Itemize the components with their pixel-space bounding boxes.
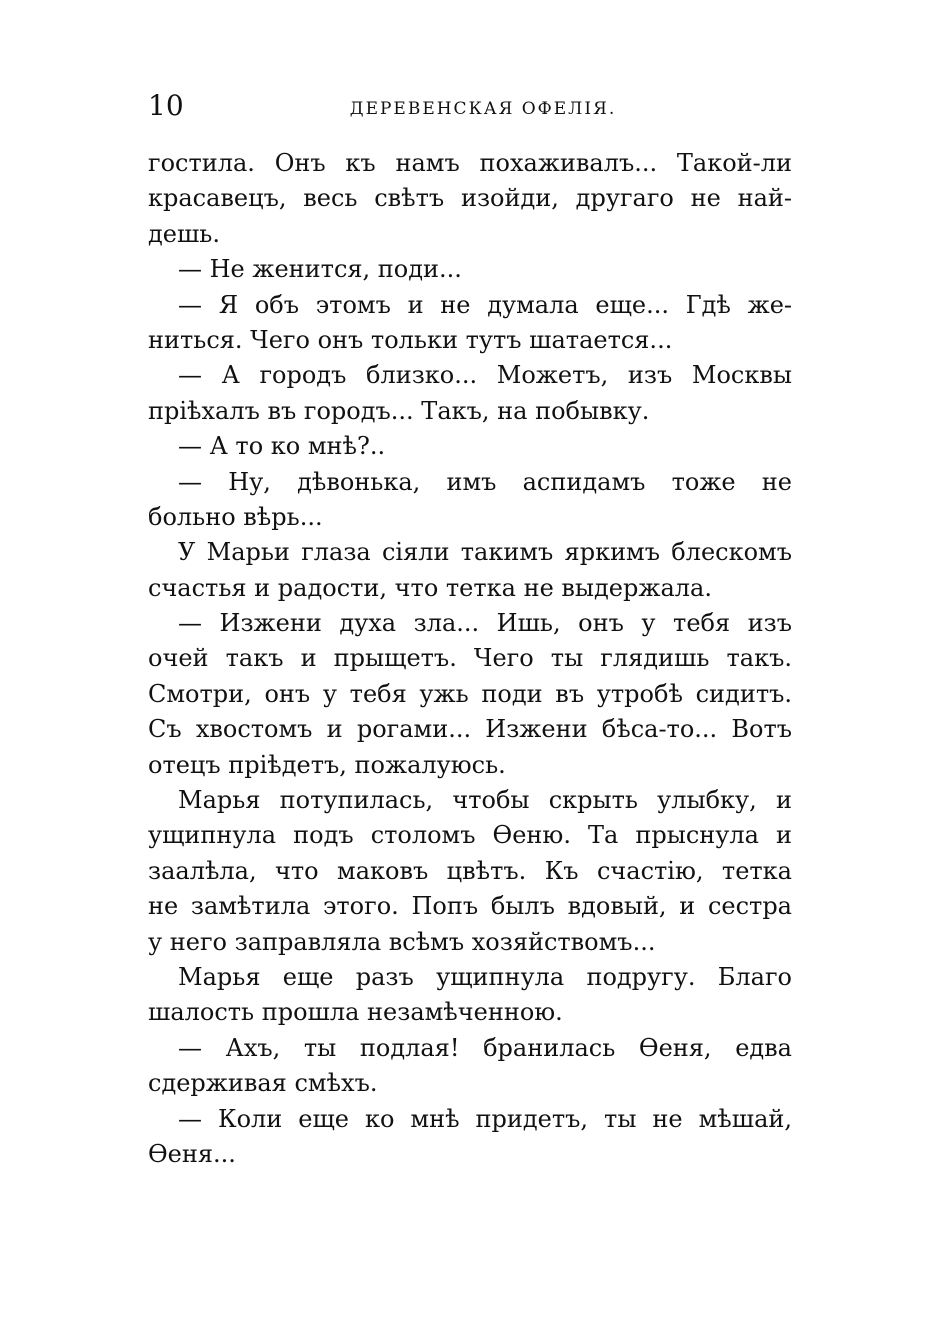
- text-line: Съ хвостомъ и рогами... Изжени бѣса-то... Вотъ: [148, 715, 792, 744]
- text-line: Ѳеня...: [148, 1139, 236, 1168]
- running-title: ДЕРЕВЕНСКАЯ ОФЕЛІЯ.: [349, 99, 617, 119]
- text-line: — Изжени духа зла... Ишь, онъ у тебя изъ: [178, 609, 792, 638]
- text-line: отецъ пріѣдетъ, пожалуюсь.: [148, 750, 506, 779]
- text-line: ниться. Чего онъ тольки тутъ шатается...: [148, 325, 673, 354]
- running-head: [148, 84, 792, 126]
- text-line: пріѣхалъ въ городъ... Такъ, на побывку.: [148, 396, 650, 425]
- text-line: счастья и радости, что тетка не выдержала.: [148, 573, 712, 602]
- text-line: сдерживая смѣхъ.: [148, 1069, 378, 1098]
- text-line: — А городъ близко... Можетъ, изъ Москвы: [178, 361, 792, 390]
- page-number: 10: [148, 89, 184, 122]
- text-line: — Я объ этомъ и не думала еще... Гдѣ же-: [178, 290, 792, 319]
- text-line: — Ахъ, ты подлая! бранилась Ѳеня, едва: [178, 1033, 792, 1062]
- text-line: Смотри, онъ у тебя ужь поди въ утробѣ сидитъ.: [148, 679, 792, 708]
- book-page: [148, 84, 792, 1172]
- text-line: больно вѣрь...: [148, 502, 323, 531]
- text-line: шалость прошла незамѣченною.: [148, 998, 563, 1027]
- text-line: Марья еще разъ ущипнула подругу. Благо: [178, 962, 792, 991]
- text-line: красавецъ, весь свѣтъ изойди, другаго не най-: [148, 184, 792, 213]
- text-line: Марья потупилась, чтобы скрыть улыбку, и: [178, 786, 792, 815]
- text-line: очей такъ и прыщетъ. Чего ты глядишь такъ.: [148, 644, 792, 673]
- body-text: [148, 146, 792, 1172]
- text-line: не замѣтила этого. Попъ былъ вдовый, и сестра: [148, 892, 792, 921]
- text-line: У Марьи глаза сіяли такимъ яркимъ блескомъ: [178, 538, 792, 567]
- text-line: у него заправляла всѣмъ хозяйствомъ...: [148, 927, 656, 956]
- text-line: гостила. Онъ къ намъ похаживалъ... Такой-ли: [148, 149, 792, 177]
- text-line: зaaлѣла, что маковъ цвѣтъ. Къ счастію, тетка: [148, 856, 792, 885]
- text-line: — А то ко мнѣ?..: [178, 432, 386, 461]
- text-line: — Ну, дѣвонька, имъ аспидамъ тоже не: [178, 467, 792, 496]
- text-line: ущипнула подъ столомъ Ѳеню. Та прыснула и: [148, 821, 792, 850]
- text-line: дешь.: [148, 219, 220, 248]
- text-line: — Не женится, поди...: [178, 255, 462, 284]
- text-line: — Коли еще ко мнѣ придетъ, ты не мѣшай,: [178, 1104, 792, 1133]
